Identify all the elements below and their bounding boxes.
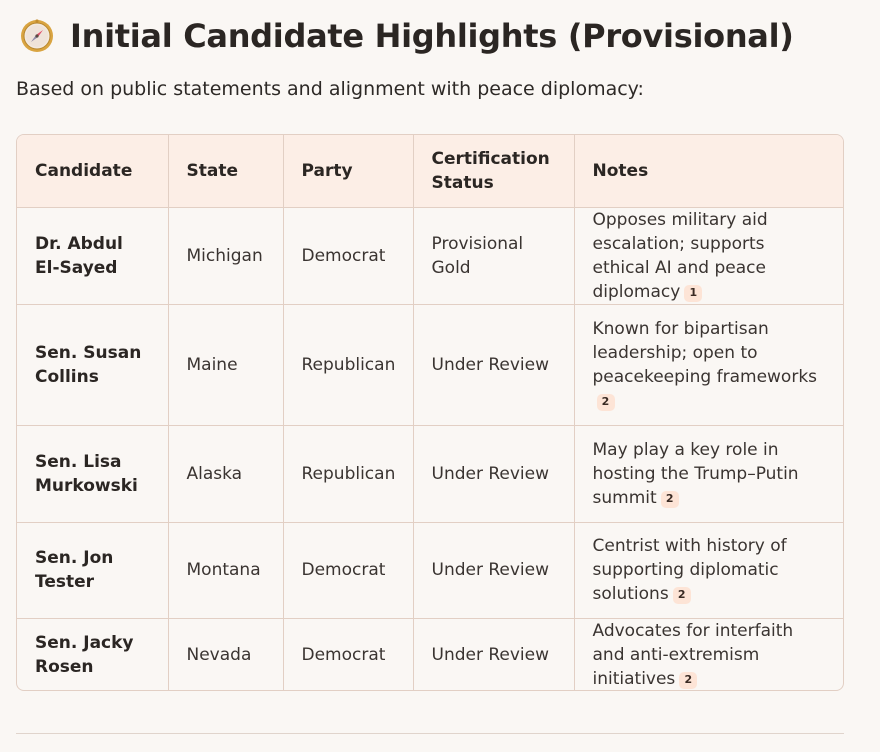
citation-badge[interactable]: 2 bbox=[673, 587, 691, 604]
candidate-notes bbox=[574, 207, 843, 304]
notes-text: Centrist with history of supporting diplomatic solutions bbox=[592, 536, 787, 604]
citation-badge[interactable]: 2 bbox=[679, 672, 697, 689]
compass-icon bbox=[20, 19, 54, 53]
candidate-name: Sen. Susan Collins bbox=[17, 304, 168, 425]
candidate-state: Nevada bbox=[168, 618, 283, 691]
candidate-name: Dr. Abdul El-Sayed bbox=[17, 207, 168, 304]
candidate-name: Sen. Jacky Rosen bbox=[17, 618, 168, 691]
table-header-row bbox=[17, 135, 843, 207]
table-row bbox=[17, 304, 843, 425]
candidate-state: Alaska bbox=[168, 425, 283, 522]
candidate-party: Democrat bbox=[283, 207, 413, 304]
certification-status: Under Review bbox=[413, 304, 574, 425]
certification-status: Provisional Gold bbox=[413, 207, 574, 304]
table-row bbox=[17, 425, 843, 522]
citation-badge[interactable]: 2 bbox=[597, 394, 615, 411]
column-header-state: State bbox=[168, 135, 283, 207]
table-row bbox=[17, 207, 843, 304]
certification-status: Under Review bbox=[413, 618, 574, 691]
candidate-state: Montana bbox=[168, 522, 283, 618]
citation-badge[interactable]: 2 bbox=[661, 491, 679, 508]
certification-status: Under Review bbox=[413, 425, 574, 522]
candidate-name: Sen. Lisa Murkowski bbox=[17, 425, 168, 522]
candidate-table bbox=[16, 134, 844, 691]
certification-status: Under Review bbox=[413, 522, 574, 618]
candidate-party: Republican bbox=[283, 304, 413, 425]
column-header-certification-status: Certification Status bbox=[413, 135, 574, 207]
notes-text: May play a key role in hosting the Trump–Putin summit bbox=[592, 439, 799, 508]
candidate-notes bbox=[574, 425, 843, 522]
candidate-notes bbox=[574, 522, 843, 618]
candidate-name: Sen. Jon Tester bbox=[17, 522, 168, 618]
section-divider bbox=[16, 733, 844, 734]
candidate-notes bbox=[574, 618, 843, 691]
notes-text: Advocates for interfaith and anti-extremism initiatives bbox=[592, 620, 794, 689]
candidate-state: Michigan bbox=[168, 207, 283, 304]
notes-text: Opposes military aid escalation; supports ethical AI and peace diplomacy bbox=[592, 209, 768, 302]
notes-text: Known for bipartisan leadership; open to peacekeeping frameworks bbox=[592, 318, 818, 387]
column-header-party: Party bbox=[283, 135, 413, 207]
candidate-party: Republican bbox=[283, 425, 413, 522]
candidate-notes bbox=[574, 304, 843, 425]
column-header-notes: Notes bbox=[574, 135, 843, 207]
table-row bbox=[17, 522, 843, 618]
candidate-state: Maine bbox=[168, 304, 283, 425]
title-row bbox=[20, 16, 794, 56]
page-subtitle: Based on public statements and alignment with peace diplomacy: bbox=[16, 78, 644, 100]
candidate-party: Democrat bbox=[283, 522, 413, 618]
page-title: Initial Candidate Highlights (Provisional) bbox=[70, 17, 794, 55]
table-row bbox=[17, 618, 843, 691]
column-header-candidate: Candidate bbox=[17, 135, 168, 207]
citation-badge[interactable]: 1 bbox=[684, 285, 702, 302]
candidate-party: Democrat bbox=[283, 618, 413, 691]
